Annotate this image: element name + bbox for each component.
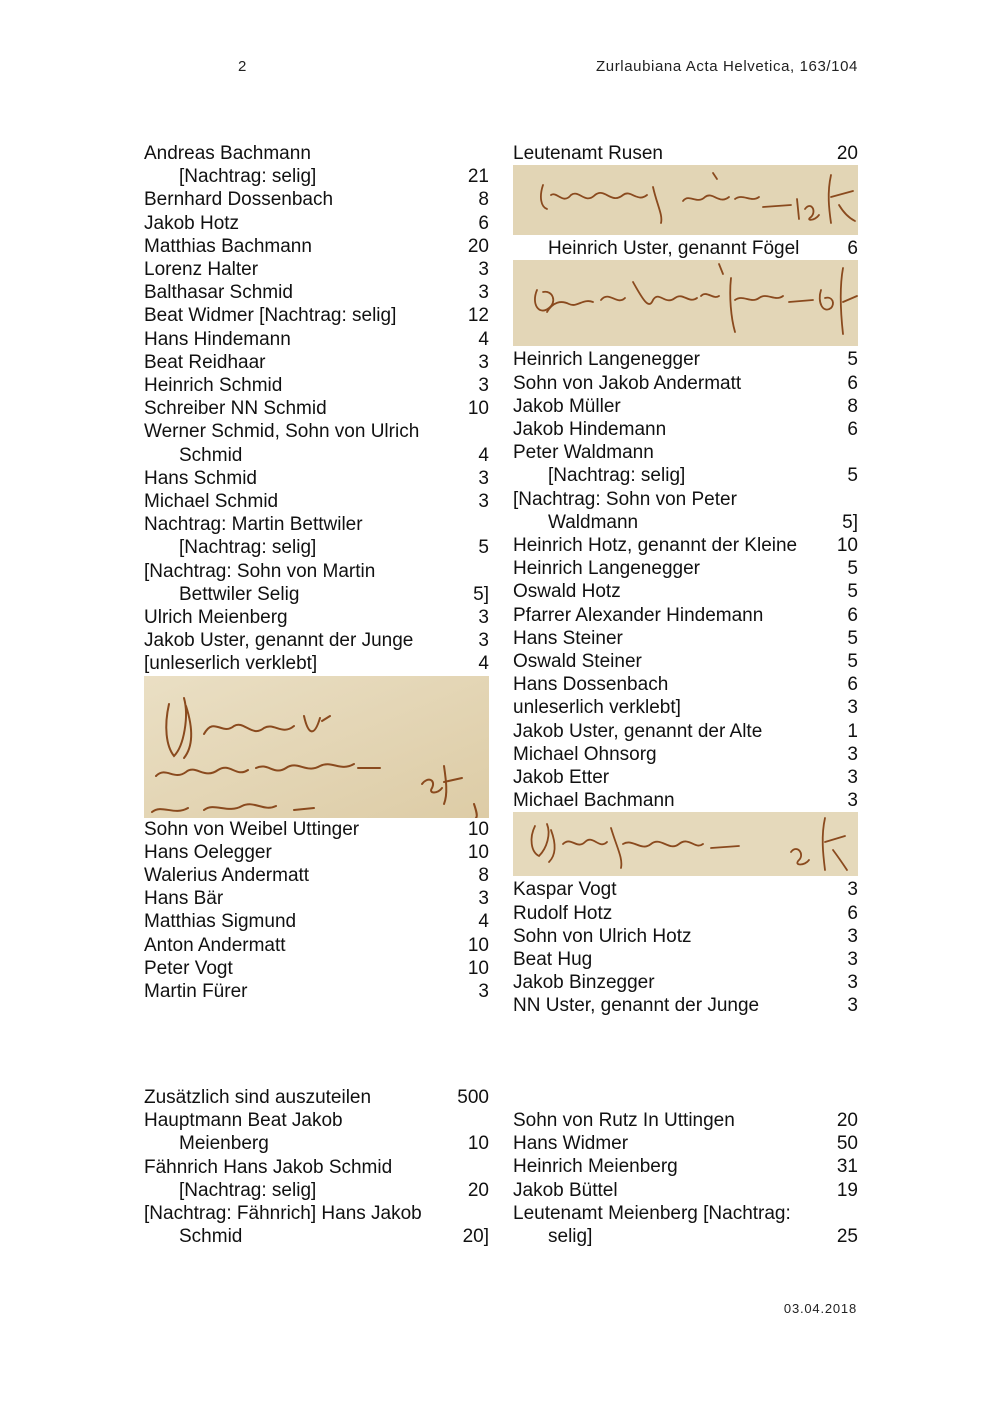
entry-row	[513, 418, 858, 441]
entry-name: [Nachtrag: selig]	[179, 166, 317, 188]
entry-value: 3	[478, 981, 489, 1003]
entry-value: 5	[847, 581, 858, 603]
entry-value: 12	[467, 305, 489, 327]
entry-value: 50	[836, 1133, 858, 1155]
entry-name: Pfarrer Alexander Hindemann	[513, 604, 764, 626]
entry-row	[513, 348, 858, 371]
entry-name: Fähnrich Hans Jakob Schmid	[144, 1156, 393, 1178]
entry-name: Balthasar Schmid	[144, 282, 293, 304]
entry-row	[144, 258, 489, 281]
entry-row	[513, 464, 858, 487]
entry-value: 3	[478, 351, 489, 373]
right-rows-d-list	[513, 876, 858, 1017]
entry-name: Matthias Sigmund	[144, 911, 297, 933]
left-rows-list	[144, 142, 489, 676]
entry-value: 20	[836, 143, 858, 164]
entry-name: Zusätzlich sind auszuteilen	[144, 1087, 372, 1108]
entry-name: Rudolf Hotz	[513, 902, 613, 924]
entry-row	[144, 235, 489, 258]
right-rows-b-list	[513, 235, 858, 260]
entry-row	[144, 1225, 489, 1248]
entry-name: Hans Hindemann	[144, 328, 291, 350]
entry-name: Andreas Bachmann	[144, 143, 311, 164]
entry-value: 5]	[842, 511, 858, 533]
entry-name: Leutenamt Meienberg [Nachtrag:	[513, 1202, 791, 1224]
entry-name: Walerius Andermatt	[144, 865, 310, 887]
entry-name: Ulrich Meienberg	[144, 607, 288, 629]
entry-name: Schreiber NN Schmid	[144, 398, 327, 420]
entry-row	[144, 934, 489, 957]
bottom-right-rows-list	[513, 1109, 858, 1248]
entry-row	[144, 142, 489, 165]
entry-name: Hans Steiner	[513, 627, 623, 649]
entry-name: selig]	[548, 1226, 593, 1248]
entry-name: Hans Schmid	[144, 467, 257, 489]
entry-row	[513, 696, 858, 719]
entry-row	[144, 212, 489, 235]
entry-name: Heinrich Langenegger	[513, 349, 700, 371]
entry-row	[513, 580, 858, 603]
entry-name: [Nachtrag: selig]	[179, 537, 317, 559]
entry-name: Beat Reidhaar	[144, 351, 266, 373]
entry-name: Schmid	[179, 444, 243, 466]
entry-value: 3	[478, 282, 489, 304]
entry-row	[144, 513, 489, 536]
entry-row	[513, 673, 858, 696]
entry-row	[144, 1109, 489, 1132]
entry-name: Beat Widmer [Nachtrag: selig]	[144, 305, 397, 327]
entry-row	[144, 328, 489, 351]
entry-row	[513, 372, 858, 395]
right-column	[513, 142, 858, 1018]
entry-name: Jakob Binzegger	[513, 972, 655, 994]
left-rows-after-list	[144, 818, 489, 1004]
entry-row	[144, 1202, 489, 1225]
entry-row	[513, 994, 858, 1017]
entry-name: [Nachtrag: Sohn von Peter	[513, 488, 737, 510]
entry-value: 31	[836, 1156, 858, 1178]
entry-row	[513, 766, 858, 789]
entry-name: NN Uster, genannt der Junge	[513, 995, 760, 1017]
entry-name: Jakob Büttel	[513, 1179, 618, 1201]
entry-name: Michael Schmid	[144, 491, 279, 513]
entry-value: 3	[478, 259, 489, 281]
entry-value: 5	[847, 651, 858, 673]
entry-name: Hans Dossenbach	[513, 674, 669, 696]
entry-name: Jakob Uster, genannt der Junge	[144, 630, 414, 652]
entry-name: [unleserlich verklebt]	[144, 653, 318, 675]
entry-value: 3	[847, 995, 858, 1017]
entry-row	[513, 557, 858, 580]
entry-value: 20	[836, 1110, 858, 1131]
entry-row	[513, 488, 858, 511]
entry-value: 20	[467, 235, 489, 257]
entry-row	[513, 743, 858, 766]
entry-row	[513, 878, 858, 901]
entry-name: Anton Andermatt	[144, 934, 286, 956]
entry-value: 3	[478, 375, 489, 397]
entry-value: 6	[847, 902, 858, 924]
entry-row	[513, 948, 858, 971]
entry-value: 6	[847, 419, 858, 441]
entry-value: 10	[467, 957, 489, 979]
manuscript-scan-right-2	[513, 260, 858, 346]
entry-name: Jakob Müller	[513, 395, 621, 417]
manuscript-scan-left	[144, 676, 489, 818]
entry-name: Lorenz Halter	[144, 259, 259, 281]
entry-row	[144, 536, 489, 559]
entry-name: Sohn von Ulrich Hotz	[513, 925, 692, 947]
entry-name: Peter Vogt	[144, 957, 233, 979]
entry-row	[513, 1179, 858, 1202]
entry-row	[144, 374, 489, 397]
entry-value: 20]	[462, 1226, 489, 1248]
entry-row	[513, 720, 858, 743]
entry-name: Kaspar Vogt	[513, 879, 617, 901]
entry-value: 3	[478, 607, 489, 629]
entry-name: [Nachtrag: Sohn von Martin	[144, 560, 376, 582]
entry-name: Sohn von Rutz In Uttingen	[513, 1110, 735, 1131]
entry-value: 5]	[473, 583, 489, 605]
entry-row	[144, 957, 489, 980]
entry-name: Werner Schmid, Sohn von Ulrich	[144, 421, 420, 443]
manuscript-scan-right-3	[513, 812, 858, 876]
entry-value: 10	[467, 934, 489, 956]
entry-value: 10	[467, 818, 489, 840]
entry-value: 8	[478, 865, 489, 887]
entry-row	[144, 351, 489, 374]
entry-row	[144, 980, 489, 1003]
entry-name: Nachtrag: Martin Bettwiler	[144, 514, 363, 536]
entry-value: 3	[847, 972, 858, 994]
entry-value: 500	[457, 1087, 489, 1108]
entry-name: Matthias Bachmann	[144, 235, 312, 257]
entry-row	[144, 281, 489, 304]
entry-name: Heinrich Langenegger	[513, 558, 700, 580]
entry-name: Leutenamt Rusen	[513, 143, 663, 164]
entry-row	[513, 627, 858, 650]
entry-row	[144, 1132, 489, 1155]
entry-row	[513, 1225, 858, 1248]
entry-name: Jakob Etter	[513, 767, 610, 789]
entry-value: 3	[478, 491, 489, 513]
entry-name: Waldmann	[548, 511, 639, 533]
entry-value: 3	[847, 767, 858, 789]
entry-value: 3	[847, 790, 858, 812]
entry-value: 4	[478, 444, 489, 466]
bottom-left-rows-list	[144, 1086, 489, 1248]
entry-value: 6	[847, 372, 858, 394]
entry-name: [Nachtrag: selig]	[548, 465, 686, 487]
entry-row	[513, 534, 858, 557]
entry-value: 6	[847, 604, 858, 626]
entry-row	[144, 818, 489, 841]
entry-row	[144, 841, 489, 864]
entry-value: 3	[847, 743, 858, 765]
entry-name: Hans Bär	[144, 888, 224, 910]
entry-name: Bernhard Dossenbach	[144, 189, 334, 211]
entry-row	[144, 887, 489, 910]
entry-row	[513, 1155, 858, 1178]
entry-name: Martin Fürer	[144, 981, 248, 1003]
entry-value: 3	[847, 949, 858, 971]
entry-value: 5	[478, 537, 489, 559]
entry-name: Heinrich Meienberg	[513, 1156, 678, 1178]
entry-value: 5	[847, 465, 858, 487]
entry-name: Bettwiler Selig	[179, 583, 300, 605]
entry-row	[144, 560, 489, 583]
footer-date: 03.04.2018	[783, 1301, 857, 1316]
entry-value: 6	[847, 238, 858, 260]
entry-name: Michael Bachmann	[513, 790, 675, 812]
entry-row	[144, 1086, 489, 1109]
entry-value: 3	[847, 879, 858, 901]
entry-name: Heinrich Schmid	[144, 375, 283, 397]
entry-name: Jakob Uster, genannt der Alte	[513, 720, 763, 742]
entry-name: Beat Hug	[513, 949, 593, 971]
entry-row	[513, 902, 858, 925]
entry-row	[513, 1109, 858, 1132]
entry-name: Jakob Hindemann	[513, 419, 667, 441]
entry-value: 25	[836, 1226, 858, 1248]
entry-row	[144, 910, 489, 933]
entry-row	[144, 1156, 489, 1179]
entry-row	[513, 1132, 858, 1155]
entry-value: 5	[847, 627, 858, 649]
manuscript-scan-right-1	[513, 165, 858, 235]
entry-row	[144, 188, 489, 211]
entry-row	[144, 165, 489, 188]
entry-value: 5	[847, 558, 858, 580]
entry-row	[513, 511, 858, 534]
entry-value: 3	[478, 888, 489, 910]
entry-row	[513, 650, 858, 673]
entry-value: 10	[467, 841, 489, 863]
entry-row	[144, 397, 489, 420]
entry-value: 10	[467, 398, 489, 420]
entry-value: 19	[836, 1179, 858, 1201]
entry-row	[144, 652, 489, 675]
entry-value: 8	[847, 395, 858, 417]
entry-value: 8	[478, 189, 489, 211]
entry-value: 3	[478, 630, 489, 652]
entry-row	[513, 604, 858, 627]
entry-name: Michael Ohnsorg	[513, 743, 657, 765]
entry-row	[144, 1179, 489, 1202]
entry-value: 3	[847, 697, 858, 719]
entry-name: Jakob Hotz	[144, 212, 240, 234]
entry-row	[513, 237, 858, 260]
entry-row	[144, 606, 489, 629]
entry-value: 21	[467, 166, 489, 188]
entry-row	[513, 925, 858, 948]
page-number: 2	[238, 58, 247, 75]
entry-row	[144, 444, 489, 467]
entry-value: 1	[847, 720, 858, 742]
entry-value: 6	[847, 674, 858, 696]
bottom-right-column	[513, 1109, 858, 1248]
left-column	[144, 142, 489, 1003]
entry-value: 3	[847, 925, 858, 947]
right-rows-a-list	[513, 142, 858, 165]
entry-row	[513, 789, 858, 812]
entry-name: [Nachtrag: Fähnrich] Hans Jakob	[144, 1203, 422, 1225]
entry-name: Hans Widmer	[513, 1133, 629, 1155]
entry-row	[144, 583, 489, 606]
entry-name: Hauptmann Beat Jakob	[144, 1110, 343, 1132]
entry-row	[144, 629, 489, 652]
entry-value: 6	[478, 212, 489, 234]
entry-row	[513, 395, 858, 418]
entry-name: Meienberg	[179, 1133, 269, 1155]
entry-name: Heinrich Hotz, genannt der Kleine	[513, 535, 798, 557]
entry-name: [Nachtrag: selig]	[179, 1179, 317, 1201]
entry-value: 10	[836, 535, 858, 557]
entry-name: Oswald Steiner	[513, 651, 642, 673]
entry-row	[144, 467, 489, 490]
entry-value: 10	[467, 1133, 489, 1155]
entry-name: Heinrich Uster, genannt Fögel	[548, 238, 800, 260]
entry-row	[513, 1202, 858, 1225]
entry-row	[144, 490, 489, 513]
document-title: Zurlaubiana Acta Helvetica, 163/104	[596, 58, 858, 75]
entry-name: Oswald Hotz	[513, 581, 621, 603]
entry-value: 4	[478, 911, 489, 933]
entry-row	[513, 971, 858, 994]
right-rows-c-list	[513, 346, 858, 812]
entry-row	[144, 304, 489, 327]
entry-name: Sohn von Weibel Uttinger	[144, 818, 360, 840]
entry-value: 3	[478, 467, 489, 489]
entry-value: 20	[467, 1179, 489, 1201]
entry-name: Hans Oelegger	[144, 841, 272, 863]
entry-value: 4	[478, 653, 489, 675]
entry-row	[513, 142, 858, 165]
entry-name: Peter Waldmann	[513, 442, 654, 464]
entry-name: Schmid	[179, 1226, 243, 1248]
entry-name: Sohn von Jakob Andermatt	[513, 372, 742, 394]
entry-value: 5	[847, 349, 858, 371]
entry-row	[144, 864, 489, 887]
entry-value: 4	[478, 328, 489, 350]
entry-name: unleserlich verklebt]	[513, 697, 681, 719]
bottom-left-column	[144, 1086, 489, 1248]
entry-row	[144, 420, 489, 443]
entry-row	[513, 441, 858, 464]
